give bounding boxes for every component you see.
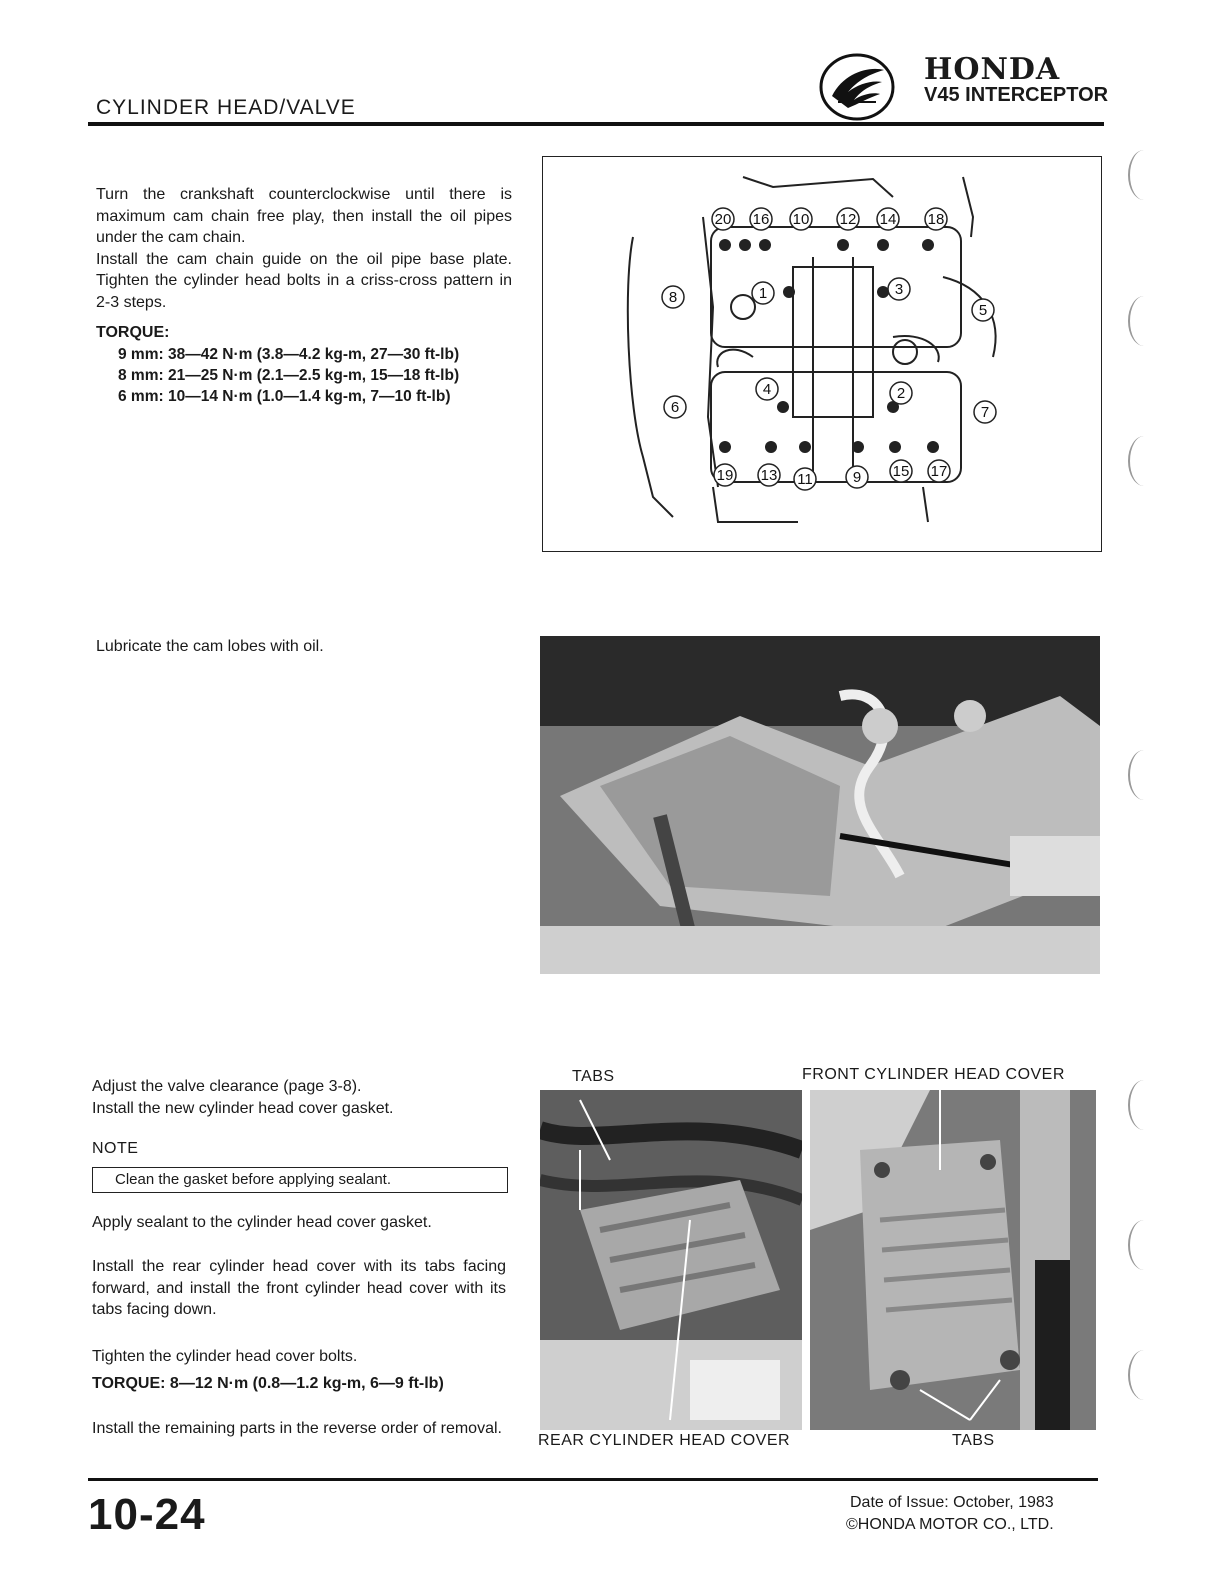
- install-covers-text: Install the rear cylinder head cover with its tabs facing forward, and install the front cylinder head cover with its tabs facing down.: [92, 1258, 506, 1318]
- bolt-label: [662, 286, 684, 308]
- bolt-label: [837, 208, 859, 230]
- bolt-label: [890, 460, 912, 482]
- bolt-label: [846, 466, 868, 488]
- honda-wing-logo: [818, 52, 896, 122]
- svg-text:15: 15: [892, 463, 910, 480]
- step2-text: Lubricate the cam lobes with oil.: [96, 638, 324, 655]
- bolt-label: [972, 299, 994, 321]
- torque-8mm: 8 mm: 21—25 N·m (2.1—2.5 kg-m, 15—18 ft-lb): [118, 367, 460, 384]
- svg-text:17: 17: [930, 463, 948, 480]
- svg-text:6: 6: [670, 399, 680, 416]
- cover-torque: TORQUE: 8—12 N·m (0.8—1.2 kg-m, 6—9 ft-lb): [92, 1375, 444, 1392]
- svg-text:1: 1: [758, 285, 768, 302]
- step3-text-block: [92, 1076, 508, 1119]
- binder-mark: [1128, 436, 1160, 486]
- torque-label: TORQUE:: [96, 324, 170, 341]
- caption-front-cover: FRONT CYLINDER HEAD COVER: [802, 1066, 1065, 1083]
- svg-text:7: 7: [980, 404, 990, 421]
- adjust-valve-text: Adjust the valve clearance (page 3-8).: [92, 1078, 362, 1095]
- page-number: 10-24: [88, 1490, 206, 1539]
- step1-text-part1: Turn the crankshaft counterclockwise until there is maximum cam chain free play, then install the oil pipes under the cam chain.: [96, 186, 512, 246]
- svg-text:14: 14: [879, 211, 897, 228]
- binder-mark: [1128, 1220, 1160, 1270]
- svg-text:18: 18: [927, 211, 945, 228]
- torque-6mm: 6 mm: 10—14 N·m (1.0—1.4 kg-m, 7—10 ft-lb): [118, 388, 451, 405]
- caption-tabs-top: TABS: [572, 1068, 615, 1085]
- binder-mark: [1128, 296, 1160, 346]
- torque-9mm: 9 mm: 38—42 N·m (3.8—4.2 kg-m, 27—30 ft-lb): [118, 346, 460, 363]
- front-cover-photo: [810, 1090, 1096, 1430]
- svg-text:2: 2: [896, 385, 906, 402]
- copyright: ©HONDA MOTOR CO., LTD.: [846, 1516, 1054, 1533]
- bolt-label: [888, 278, 910, 300]
- note-label: NOTE: [92, 1140, 139, 1157]
- cam-lobes-photo: [540, 636, 1100, 974]
- binder-mark: [1128, 1350, 1160, 1400]
- diagram-drawing: [543, 157, 1100, 550]
- bolt-label: [664, 396, 686, 418]
- svg-text:8: 8: [668, 289, 678, 306]
- svg-text:20: 20: [714, 211, 732, 228]
- bolt-label: [928, 460, 950, 482]
- brand-model: V45 INTERCEPTOR: [924, 84, 1109, 106]
- bolt-label: [794, 468, 816, 490]
- svg-text:16: 16: [752, 211, 770, 228]
- bolt-label: [752, 282, 774, 304]
- binder-mark: [1128, 1080, 1160, 1130]
- binder-mark: [1128, 750, 1160, 800]
- bolt-label: [974, 401, 996, 423]
- svg-text:11: 11: [797, 471, 813, 488]
- svg-text:19: 19: [716, 467, 734, 484]
- rear-cover-photo: [540, 1090, 802, 1430]
- caption-rear-cover: REAR CYLINDER HEAD COVER: [538, 1432, 791, 1449]
- caption-tabs-bottom: TABS: [952, 1432, 995, 1449]
- step1-text: [96, 184, 512, 313]
- bolt-label: [712, 208, 734, 230]
- bolt-label: [925, 208, 947, 230]
- brand-name: HONDA: [924, 52, 1061, 87]
- note-box: Clean the gasket before applying sealant.: [92, 1167, 508, 1193]
- bolt-label: [877, 208, 899, 230]
- bolt-sequence-diagram: [542, 156, 1102, 552]
- issue-date: Date of Issue: October, 1983: [850, 1494, 1054, 1511]
- footer-rule: [88, 1478, 1098, 1481]
- bolt-label: [756, 378, 778, 400]
- svg-text:9: 9: [852, 469, 862, 486]
- svg-text:5: 5: [978, 302, 988, 319]
- install-gasket-text: Install the new cylinder head cover gasket.: [92, 1099, 394, 1117]
- bolt-label: [790, 208, 812, 230]
- svg-text:3: 3: [894, 281, 904, 298]
- svg-text:10: 10: [792, 211, 810, 228]
- bolt-label: [890, 382, 912, 404]
- reassembly-text: Install the remaining parts in the reverse order of removal.: [92, 1420, 502, 1437]
- svg-text:12: 12: [839, 211, 857, 228]
- header-rule: [88, 122, 1104, 126]
- tighten-bolts-text: Tighten the cylinder head cover bolts.: [92, 1348, 358, 1365]
- section-title: CYLINDER HEAD/VALVE: [96, 96, 356, 119]
- apply-sealant-text: Apply sealant to the cylinder head cover gasket.: [92, 1214, 432, 1231]
- bolt-label: [714, 464, 736, 486]
- svg-text:13: 13: [760, 467, 778, 484]
- binder-mark: [1128, 150, 1160, 200]
- bolt-label: [758, 464, 780, 486]
- step1-text-part2: Install the cam chain guide on the oil pipe base plate. Tighten the cylinder head bolts in a criss-cross pattern in 2-3 steps.: [96, 250, 512, 311]
- bolt-label: [750, 208, 772, 230]
- svg-text:4: 4: [762, 381, 772, 398]
